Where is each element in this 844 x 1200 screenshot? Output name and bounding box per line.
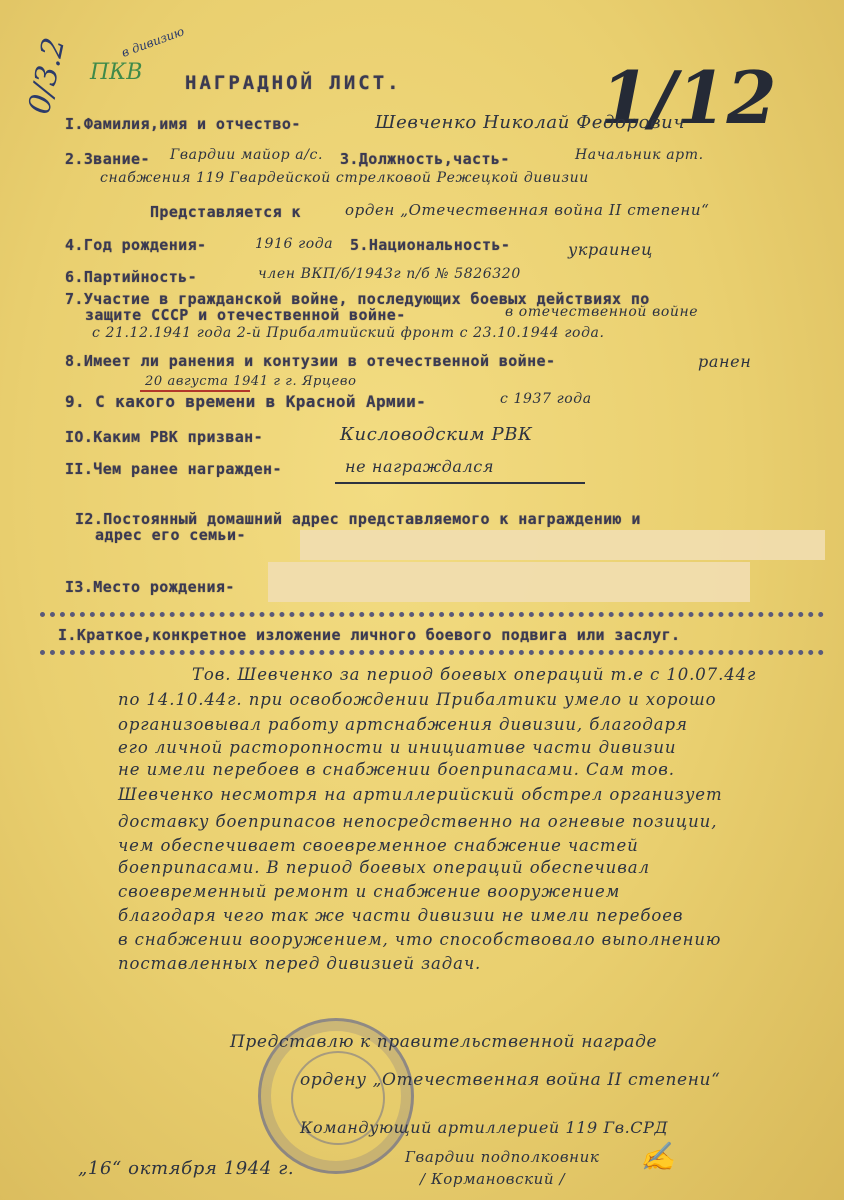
field-party-value: член ВКП/б/1943г п/б № 5826320 xyxy=(258,266,521,282)
body-line-12: в снабжении вооружением, что способствовало выполнению xyxy=(118,930,722,949)
page-title: НАГРАДНОЙ ЛИСТ. xyxy=(185,72,402,94)
body-line-13: поставленных перед дивизией задач. xyxy=(118,954,482,973)
summary-heading: I.Краткое,конкретное изложение личного боевого подвига или заслуг. xyxy=(58,626,681,644)
field-service-label-a: 7.Участие в гражданской войне, последующих боевых действиях по xyxy=(65,290,650,308)
body-line-6: Шевченко несмотря на артиллерийский обстрел организует xyxy=(118,785,723,804)
closing-line-1: Представлю к правительственной награде xyxy=(230,1032,658,1052)
archive-number: 0/3.2 xyxy=(22,34,73,118)
address-redacted xyxy=(300,530,825,560)
closing-line-3: Командующий артиллерией 119 Гв.СРД xyxy=(300,1118,669,1137)
field-previous-value: не награждался xyxy=(345,457,495,476)
field-birthplace-label: I3.Место рождения- xyxy=(65,578,235,596)
closing-line-5: / Кормановский / xyxy=(420,1170,566,1188)
closing-line-2: ордену „Отечественная война II степени“ xyxy=(300,1070,721,1090)
separator-top xyxy=(40,612,824,617)
field-wounds-value: ранен xyxy=(698,352,752,371)
field-position-value-b: снабжения 119 Гвардейской стрелковой Режецкой дивизии xyxy=(100,170,589,186)
birthplace-redacted xyxy=(268,562,750,602)
body-line-4: его личной расторопности и инициативе части дивизии xyxy=(118,738,677,757)
body-line-3: организовывал работу артснабжения дивизии, благодаря xyxy=(118,715,688,734)
field-service-value-a: в отечественной войне xyxy=(505,304,699,320)
green-mark: ПКВ xyxy=(90,60,143,85)
body-line-7: доставку боеприпасов непосредственно на огневые позиции, xyxy=(118,812,718,831)
award-value: орден „Отечественная война II степени“ xyxy=(345,201,710,219)
field-wounds-date: 20 августа 1941 г г. Ярцево xyxy=(145,374,357,389)
closing-line-4: Гвардии подполковник xyxy=(405,1148,600,1166)
body-line-1: Тов. Шевченко за период боевых операций т.е с 10.07.44г xyxy=(192,665,757,684)
field-since-value: с 1937 года xyxy=(500,391,592,407)
previous-underline xyxy=(335,482,585,484)
closing-date: „16“ октября 1944 г. xyxy=(78,1158,295,1179)
field-name-label: I.Фамилия,имя и отчество- xyxy=(65,115,301,133)
field-nationality-value: украинец xyxy=(568,240,653,259)
field-rank-label: 2.Звание- xyxy=(65,150,150,168)
body-line-10: своевременный ремонт и снабжение вооружением xyxy=(118,882,621,901)
large-signature: 1/12 xyxy=(600,55,777,140)
field-address-label-b: адрес его семьи- xyxy=(95,526,246,544)
field-rvk-label: IO.Каким РВК призван- xyxy=(65,428,264,446)
field-service-label-b: защите СССР и отечественной войне- xyxy=(85,306,406,324)
field-previous-label: II.Чем ранее награжден- xyxy=(65,460,282,478)
field-name-value: Шевченко Николай Федорович xyxy=(375,112,686,133)
field-position-value-a: Начальник арт. xyxy=(575,147,704,163)
field-service-value-b: с 21.12.1941 года 2-й Прибалтийский фронт с 23.10.1944 года. xyxy=(92,325,605,341)
corner-note: в дивизию xyxy=(119,24,187,60)
body-line-8: чем обеспечивает своевременное снабжение частей xyxy=(118,836,639,855)
commander-signature: ✍ xyxy=(640,1140,676,1173)
presented-label: Представляется к xyxy=(150,203,301,221)
field-rvk-value: Кисловодским РВК xyxy=(340,424,533,445)
field-wounds-label: 8.Имеет ли ранения и контузии в отечественной войне- xyxy=(65,352,556,370)
field-rank-value: Гвардии майор а/с. xyxy=(170,147,324,163)
field-since-label: 9. С какого времени в Красной Армии- xyxy=(65,392,427,411)
field-position-label: 3.Должность,часть- xyxy=(340,150,510,168)
body-line-2: по 14.10.44г. при освобождении Прибалтики умело и хорошо xyxy=(118,690,717,709)
body-line-5: не имели перебоев в снабжении боеприпасами. Сам тов. xyxy=(118,760,675,779)
separator-bottom xyxy=(40,650,824,655)
field-nationality-label: 5.Национальность- xyxy=(350,236,511,254)
body-line-9: боеприпасами. В период боевых операций обеспечивал xyxy=(118,858,650,877)
field-birth-year-label: 4.Год рождения- xyxy=(65,236,207,254)
field-address-label-a: I2.Постоянный домашний адрес представляемого к награждению и xyxy=(75,510,641,528)
field-birth-year-value: 1916 года xyxy=(255,236,334,252)
body-line-11: благодаря чего так же части дивизии не имели перебоев xyxy=(118,906,684,925)
field-party-label: 6.Партийность- xyxy=(65,268,198,286)
